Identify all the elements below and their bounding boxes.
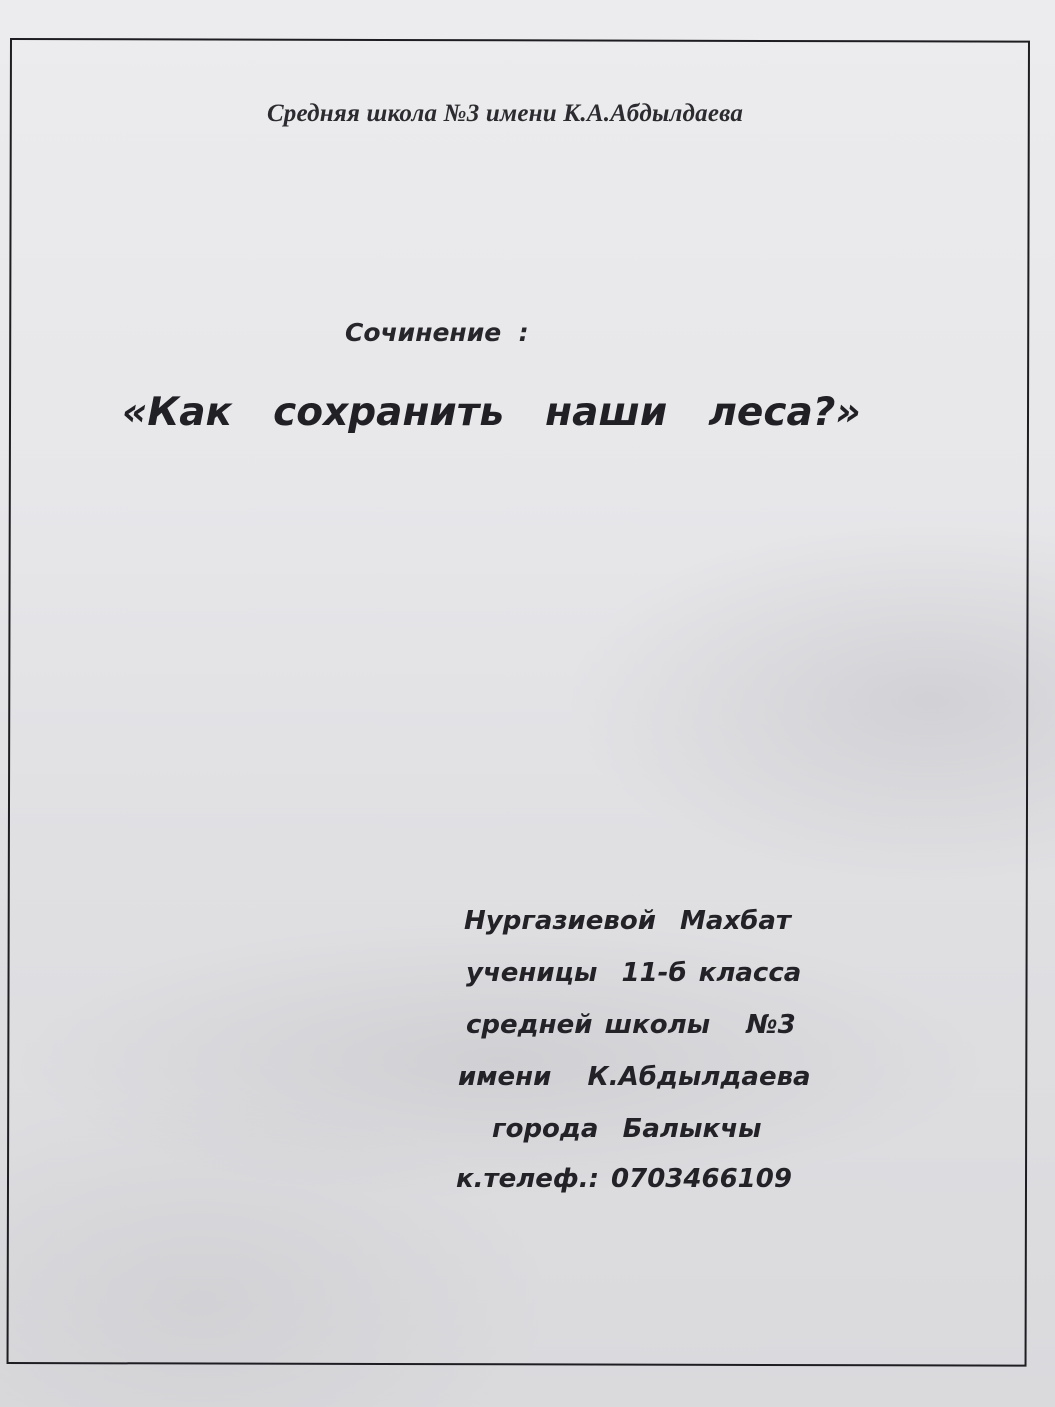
author-school-name-line: имени К.Абдылдаева — [458, 1062, 811, 1092]
school-header: Средняя школа №3 имени К.А.Абдылдаева — [266, 100, 744, 127]
author-city-line: города Балыкчы — [492, 1114, 762, 1144]
author-name-line: Нургазиевой Махбат — [464, 906, 792, 936]
author-phone-line: к.телеф.: 0703466109 — [456, 1164, 792, 1194]
essay-title: «Как сохранить наши леса?» — [122, 390, 861, 435]
author-grade-line: ученицы 11-б класса — [466, 958, 802, 988]
author-school-line: средней школы №3 — [466, 1010, 796, 1040]
document-type-label: Сочинение : — [345, 318, 529, 347]
